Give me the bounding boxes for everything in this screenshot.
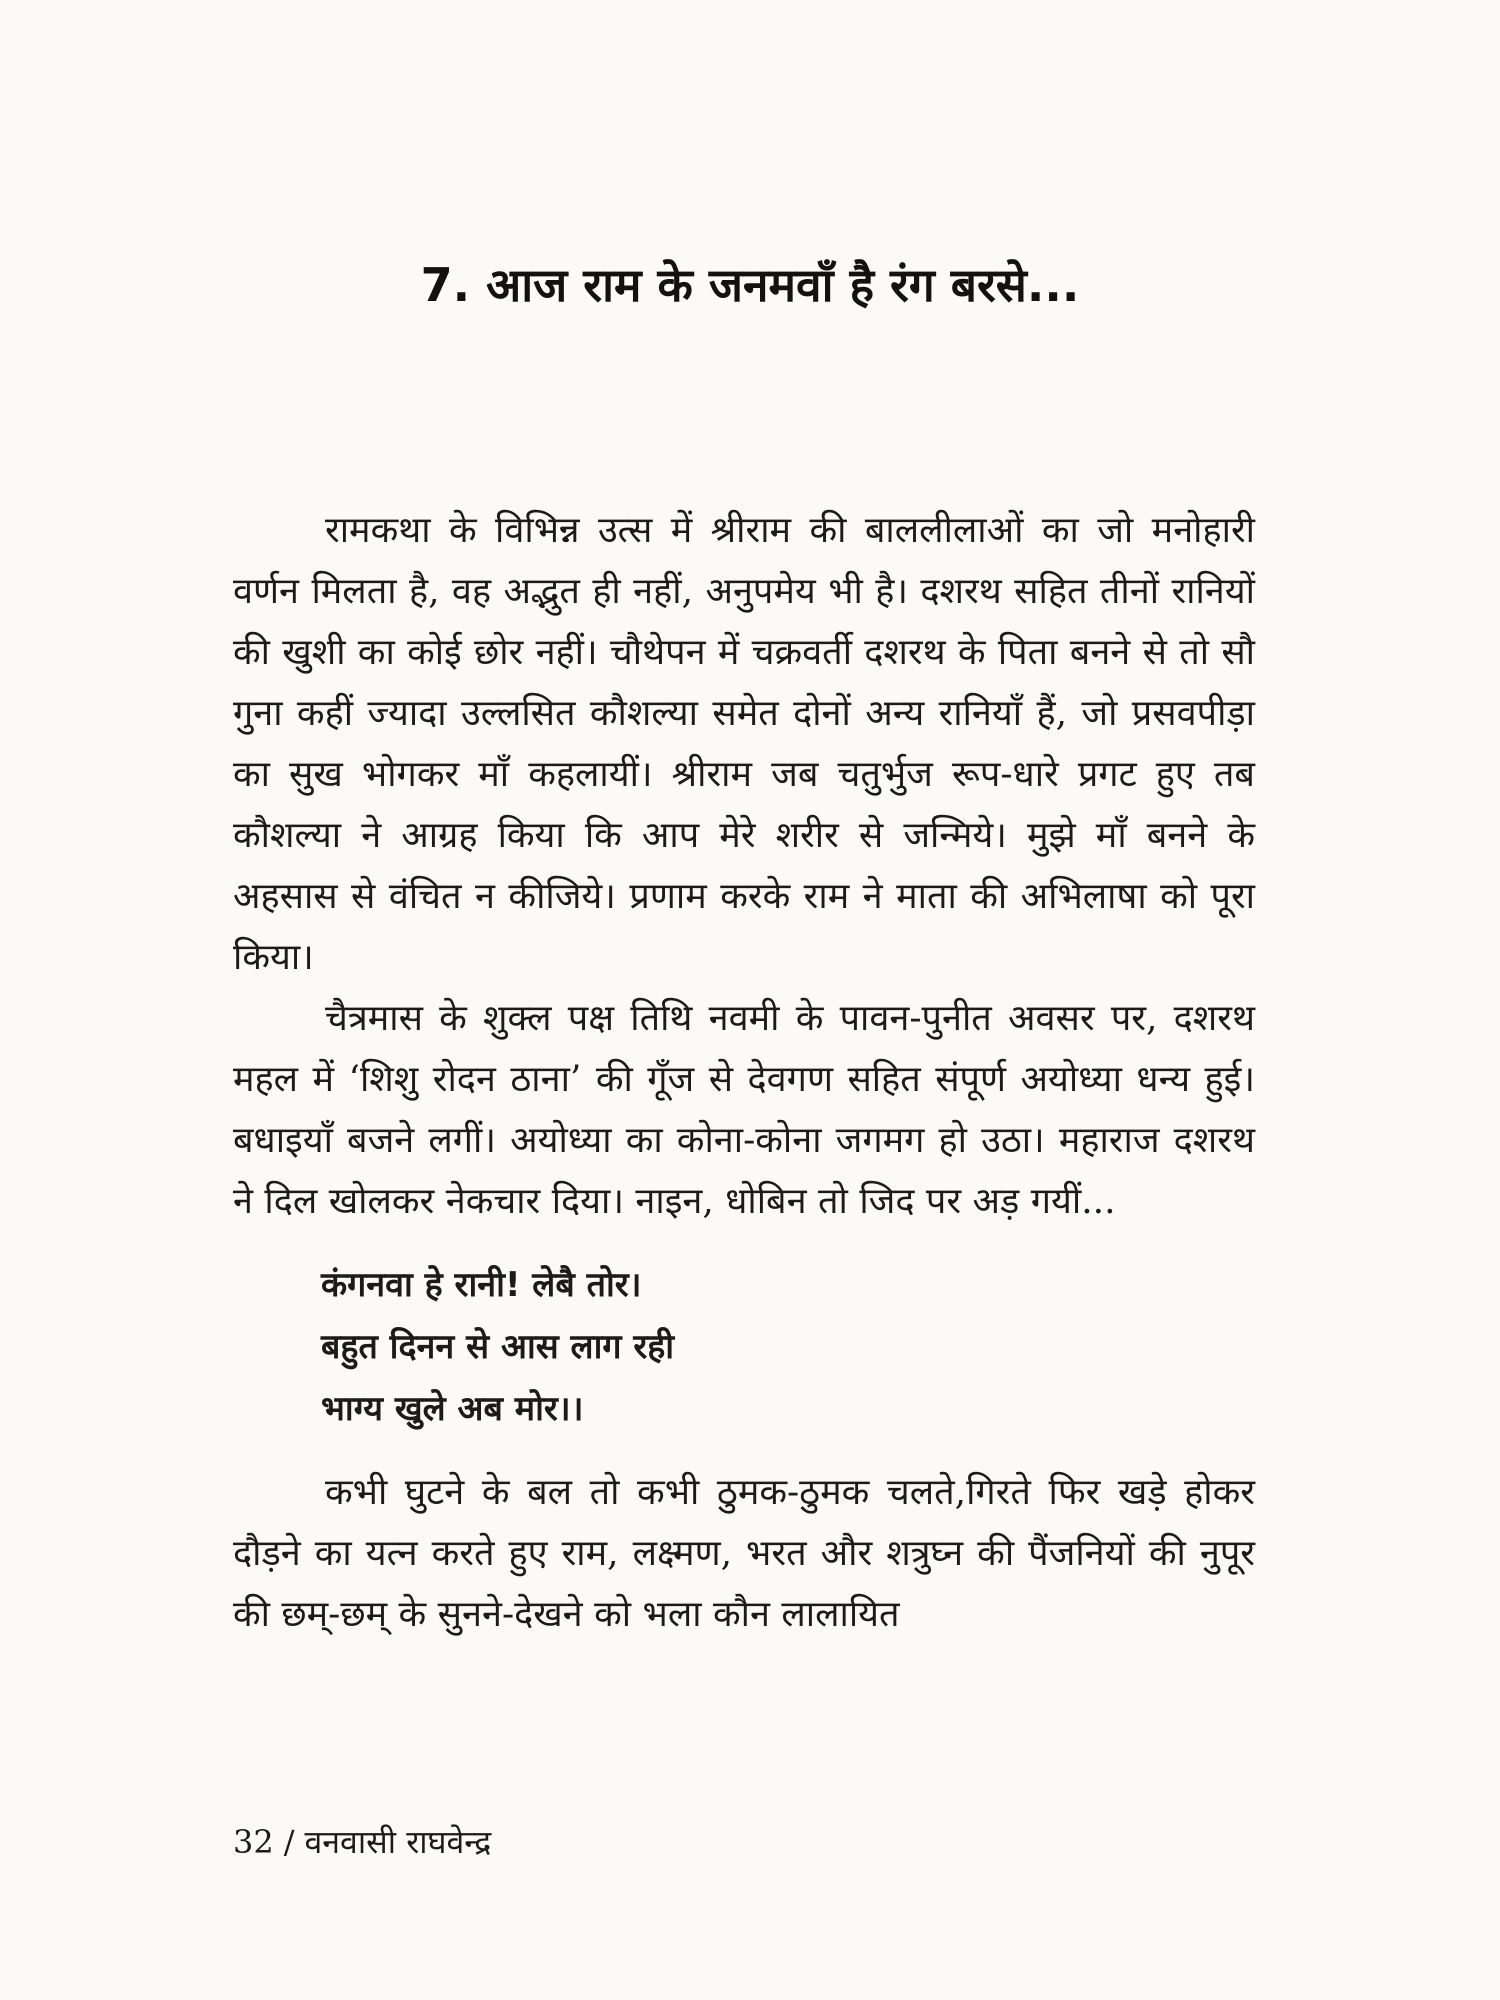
body-text (233, 500, 1255, 1645)
paragraph-2: चैत्रमास के शुक्ल पक्ष तिथि नवमी के पावन-पुनीत अवसर पर, दशरथ महल में ‘शिशु रोदन ठाना’ की गूँज से देवगण सहित संपूर्ण अयोध्या धन्य हुई। बधाइयाँ बजने लगीं। अयोध्या का कोना-कोना जगमग हो उठा। महाराज दशरथ ने दिल खोलकर नेकचार दिया। नाइन, धोबिन तो जिद पर अड़ गयीं... (233, 998, 1255, 1222)
paragraph-1: रामकथा के विभिन्न उत्स में श्रीराम की बाललीलाओं का जो मनोहारी वर्णन मिलता है, वह अद्भुत ही नहीं, अनुपमेय भी है। दशरथ सहित तीनों रानियों की खुशी का कोई छोर नहीं। चौथेपन में चक्रवर्ती दशरथ के पिता बनने से तो सौ गुना कहीं ज्यादा उल्लसित कौशल्या समेत दोनों अन्य रानियाँ हैं, जो प्रसवपीड़ा का सुख भोगकर माँ कहलायीं। श्रीराम जब चतुर्भुज रूप-धारे प्रगट हुए तब कौशल्या ने आग्रह किया कि आप मेरे शरीर से जन्मिये। मुझे माँ बनने के अहसास से वंचित न कीजिये। प्रणाम करके राम ने माता की अभिलाषा को पूरा किया। (233, 510, 1255, 978)
footer-separator: / (283, 1823, 295, 1861)
paragraph-3: कभी घुटने के बल तो कभी ठुमक-ठुमक चलते,गिरते फिर खड़े होकर दौड़ने का यत्न करते हुए राम, लक्ष्मण, भरत और शत्रुघ्न की पैंजनियों की नुपूर की छम्-छम् के सुनने-देखने को भला कौन लालायित (233, 1472, 1255, 1635)
book-title: वनवासी राघवेन्द्र (304, 1823, 492, 1861)
verse-block (321, 1254, 1255, 1440)
page-footer (233, 1820, 491, 1864)
page-number: 32 (233, 1823, 274, 1861)
verse-line-2: बहुत दिनन से आस लाग रही (321, 1327, 675, 1367)
verse-line-3: भाग्य खुले अब मोर।। (321, 1389, 584, 1429)
chapter-title: 7. आज राम के जनमवाँ है रंग बरसे... (420, 258, 1080, 312)
verse-line-1: कंगनवा हे रानी! लेबै तोर। (321, 1265, 642, 1305)
